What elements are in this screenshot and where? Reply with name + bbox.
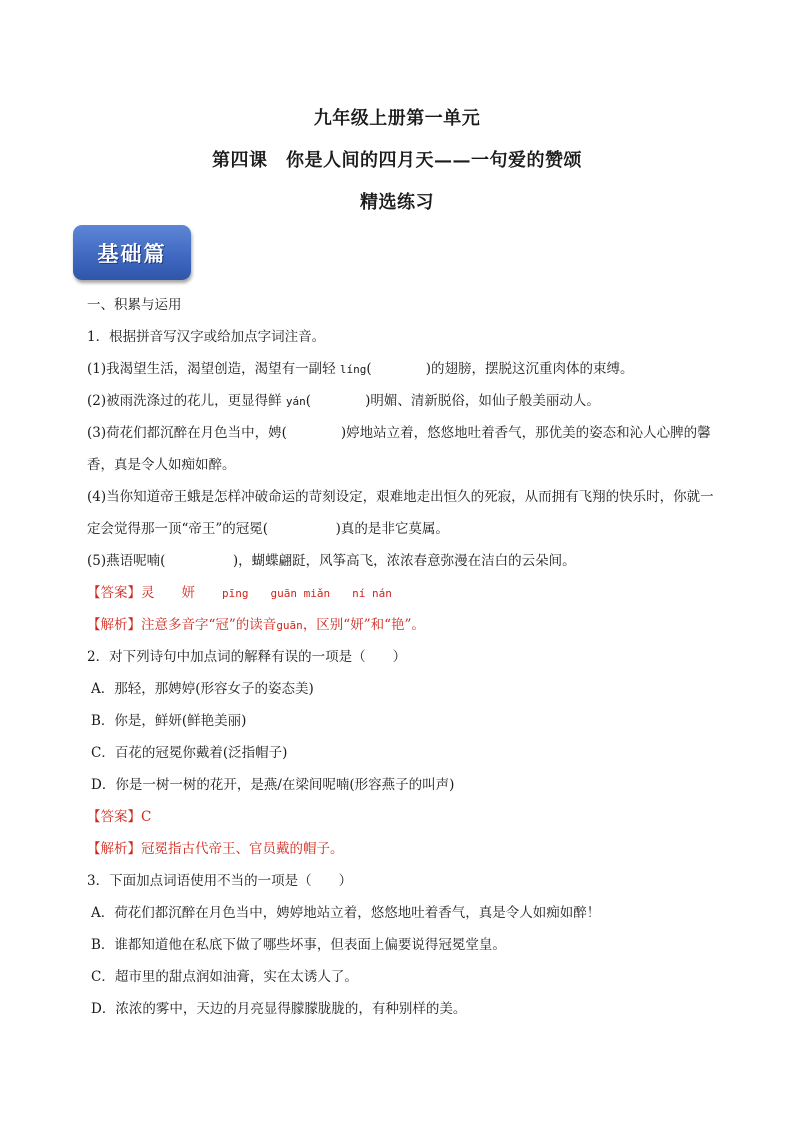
question-1-item-3-line-a: (3)荷花们都沉醉在月色当中，娉( )婷地站立着，悠悠地吐着香气，那优美的姿态和沁人心脾的馨 xyxy=(87,425,711,441)
question-2-option-c: C．百花的冠冕你戴着(泛指帽子) xyxy=(91,745,288,761)
section-heading: 一、积累与运用 xyxy=(87,297,182,313)
badge-label: 基础篇 xyxy=(97,240,167,266)
question-3-option-c: C．超市里的甜点润如油膏，实在太诱人了。 xyxy=(91,969,358,985)
question-1-stem: 1．根据拼音写汉字或给加点字词注音。 xyxy=(87,329,326,345)
question-2-option-b: B．你是，鲜妍(鲜艳美丽) xyxy=(91,713,247,729)
question-1-item-2: (2)被雨洗涤过的花儿，更显得鲜 yán( )明媚、清新脱俗，如仙子般美丽动人。 xyxy=(87,393,600,409)
lesson-title: 第四课 你是人间的四月天——一句爱的赞颂 xyxy=(212,150,582,171)
question-3-option-d: D．浓浓的雾中，天边的月亮显得朦朦胧胧的，有种别样的美。 xyxy=(91,1001,467,1017)
question-1-item-4-line-a: (4)当你知道帝王蛾是怎样冲破命运的苛刻设定，艰难地走出恒久的死寂，从而拥有飞翔的快乐时，你就一 xyxy=(87,489,714,505)
question-2-analysis: 【解析】冠冕指古代帝王、官员戴的帽子。 xyxy=(87,841,344,857)
question-1-item-5: (5)燕语呢喃( )，蝴蝶翩跹，风筝高飞，浓浓春意弥漫在洁白的云朵间。 xyxy=(87,553,576,569)
question-3-option-b: B．谁都知道他在私底下做了哪些坏事，但表面上偏要说得冠冕堂皇。 xyxy=(91,937,506,953)
question-1-analysis: 【解析】注意多音字“冠”的读音guān，区别“妍”和“艳”。 xyxy=(87,617,425,633)
question-2-stem: 2．对下列诗句中加点词的解释有误的一项是（ ） xyxy=(87,649,407,665)
question-2-option-a: A．那轻，那娉婷(形容女子的姿态美) xyxy=(91,681,314,697)
question-1-answer: 【答案】灵 妍 pīng guān miǎn ní nán xyxy=(87,585,392,601)
basic-section-badge xyxy=(73,225,191,280)
exercise-title: 精选练习 xyxy=(360,192,434,213)
question-3-stem: 3．下面加点词语使用不当的一项是（ ） xyxy=(87,873,353,889)
question-2-option-d: D．你是一树一树的花开，是燕/在梁间呢喃(形容燕子的叫声) xyxy=(91,777,455,793)
unit-title: 九年级上册第一单元 xyxy=(313,108,481,129)
question-1-item-1: (1)我渴望生活，渴望创造，渴望有一副轻 líng( )的翅膀，摆脱这沉重肉体的束缚。 xyxy=(87,361,634,377)
question-1-item-3-line-b: 香，真是令人如痴如醉。 xyxy=(87,457,236,473)
exercise-body xyxy=(87,289,727,1025)
question-3-option-a: A．荷花们都沉醉在月色当中，娉婷地站立着，悠悠地吐着香气，真是令人如痴如醉！ xyxy=(91,905,601,921)
question-1-item-4-line-b: 定会觉得那一顶“帝王”的冠冕( )真的是非它莫属。 xyxy=(87,521,449,537)
question-2-answer: 【答案】C xyxy=(87,809,152,825)
